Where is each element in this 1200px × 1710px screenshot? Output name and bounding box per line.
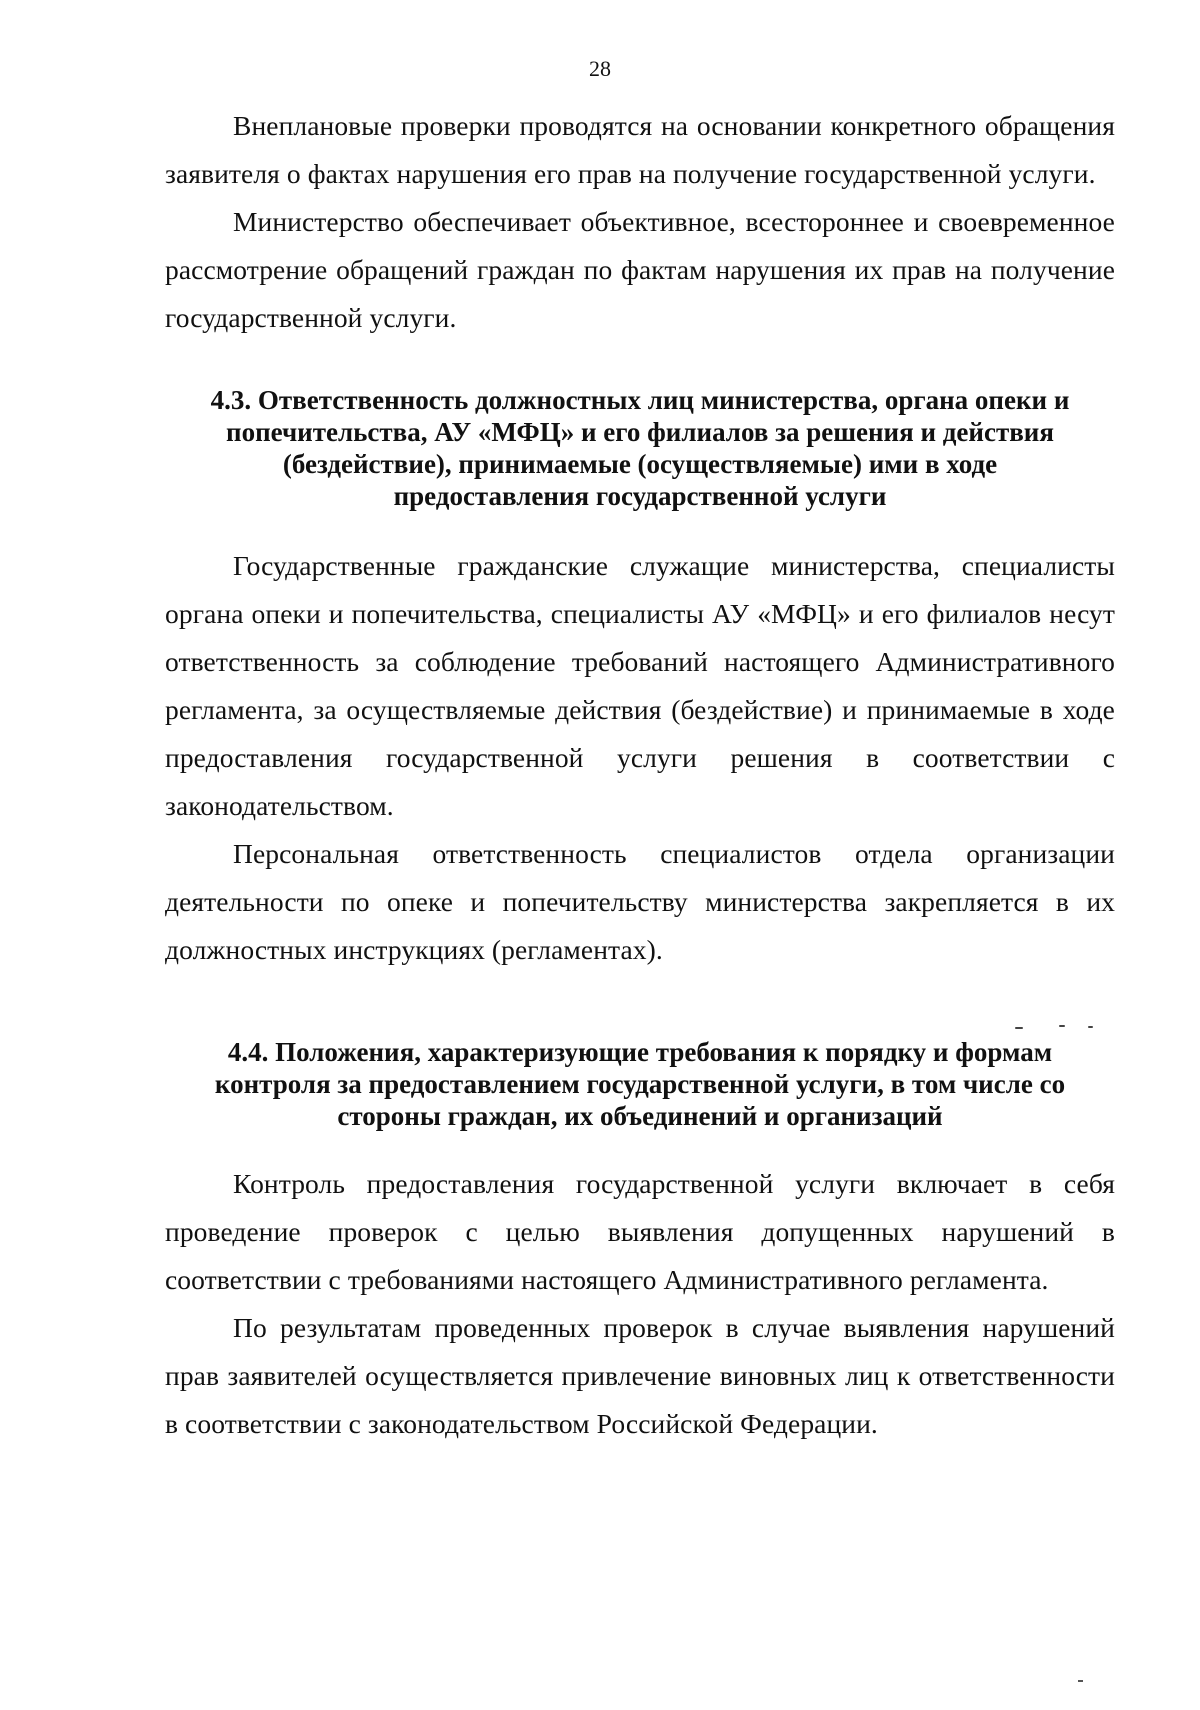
section-heading-4-3: 4.3. Ответственность должностных лиц министерства, органа опеки и попечительства, АУ «МФЦ» и его филиалов за решения и действия (бездействие), принимаемые (осуществляемые) ими в ходе предоставления государственной услуги xyxy=(210,385,1070,511)
scan-speck xyxy=(1078,1680,1083,1682)
page-number: 28 xyxy=(589,56,611,81)
paragraph-officials-responsibility: Государственные гражданские служащие министерства, специалисты органа опеки и попечительства, специалисты АУ «МФЦ» и его филиалов несут ответственность за соблюдение требований настоящего Административного регламента, за осуществляемые действия (бездействие) и принимаемые в ходе предоставления государственной услуги решения в соответствии с законодательством. xyxy=(165,550,1115,821)
paragraph-inspection-results: По результатам проведенных проверок в случае выявления нарушений прав заявителей осуществляется привлечение виновных лиц к ответственности в соответствии с законодательством Российской Федерации. xyxy=(165,1312,1115,1439)
paragraph-unscheduled-inspections: Внеплановые проверки проводятся на основании конкретного обращения заявителя о фактах нарушения его прав на получение государственной услуги. xyxy=(165,110,1115,189)
paragraph-personal-responsibility: Персональная ответственность специалистов отдела организации деятельности по опеке и попечительству министерства закрепляется в их должностных инструкциях (регламентах). xyxy=(165,838,1115,965)
scan-specks xyxy=(1015,1025,1095,1031)
paragraph-ministry-review: Министерство обеспечивает объективное, всестороннее и своевременное рассмотрение обращений граждан по фактам нарушения их прав на получение государственной услуги. xyxy=(165,206,1115,333)
paragraph-control-includes: Контроль предоставления государственной услуги включает в себя проведение проверок с целью выявления допущенных нарушений в соответствии с требованиями настоящего Административного регламента. xyxy=(165,1168,1115,1295)
section-heading-4-4: 4.4. Положения, характеризующие требования к порядку и формам контроля за предоставлением государственной услуги, в том числе со стороны граждан, их объединений и организаций xyxy=(214,1037,1066,1131)
page-content xyxy=(165,102,1115,1448)
